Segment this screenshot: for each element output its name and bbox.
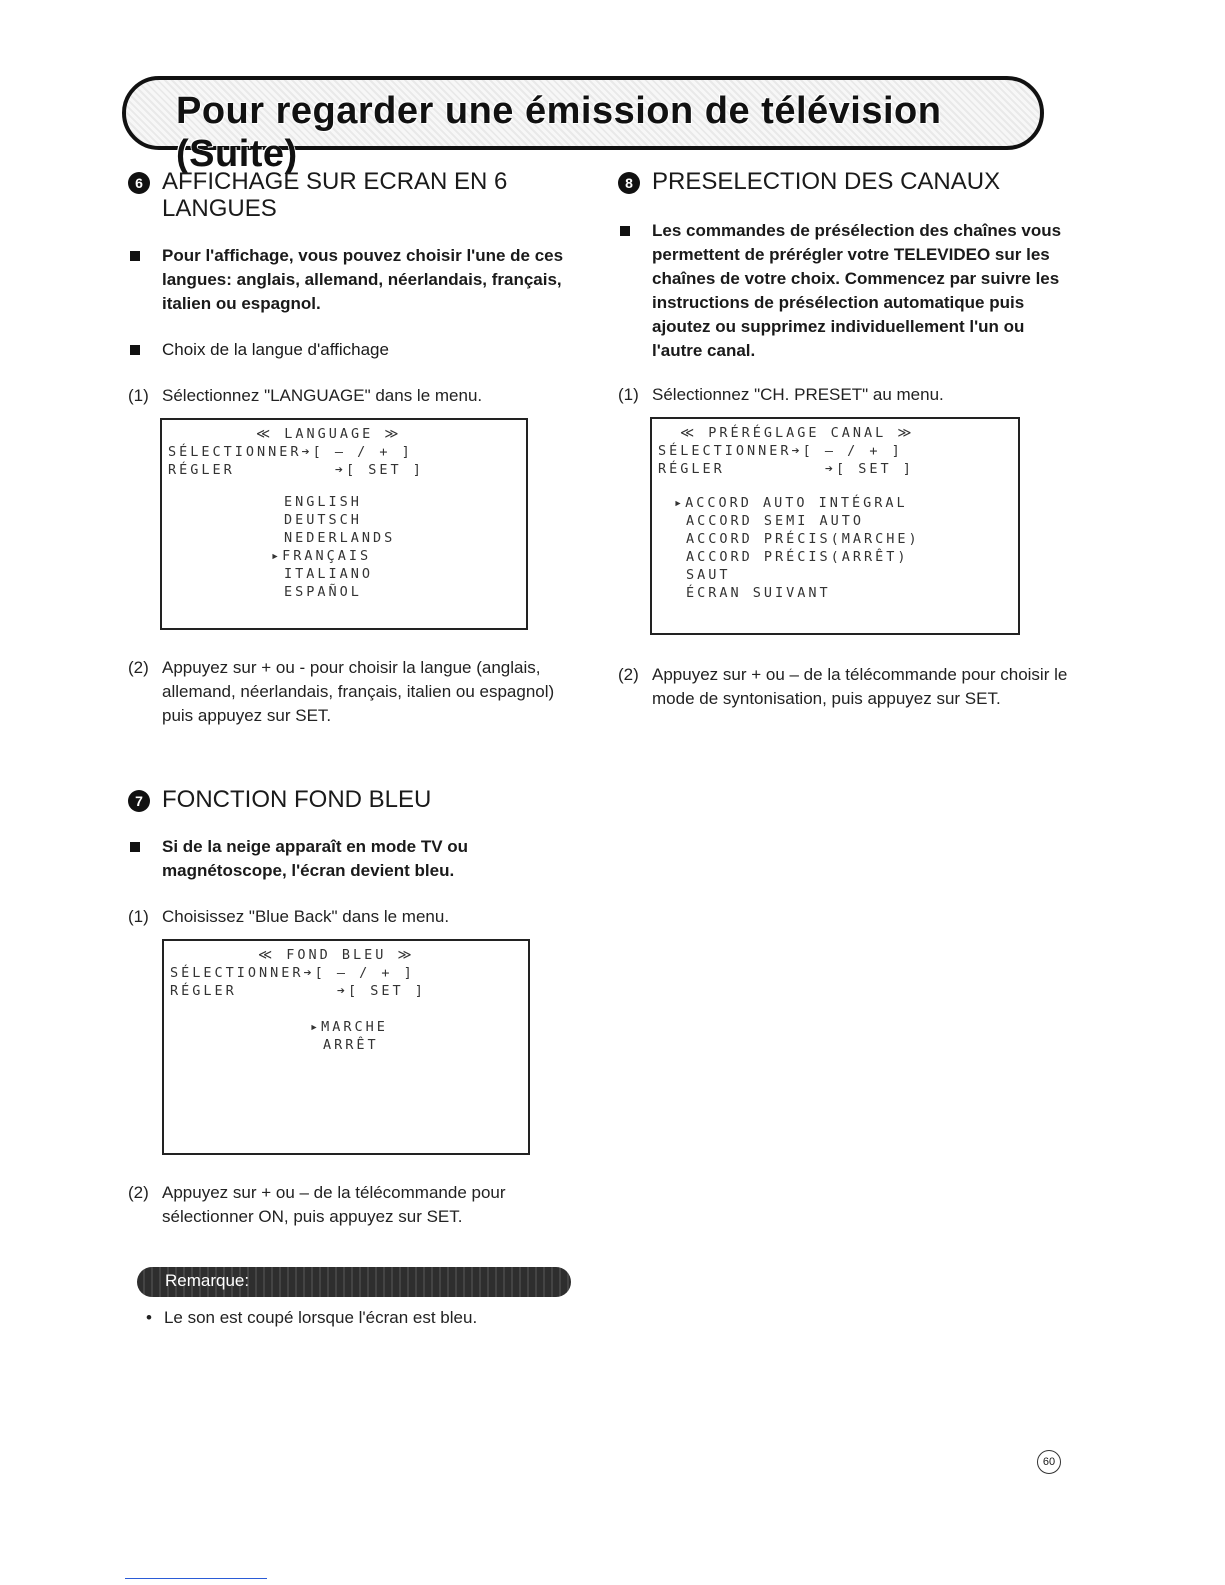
section-6-number-icon: 6 <box>128 172 150 194</box>
step-number: (1) <box>618 385 639 404</box>
section-7-title <box>128 786 578 813</box>
step-text: Sélectionnez "LANGUAGE" dans le menu. <box>162 386 483 405</box>
section-6-title-text: AFFICHAGE SUR ECRAN EN 6 LANGUES <box>162 168 508 222</box>
osd-title: ≪ LANGUAGE ≫ <box>256 426 402 442</box>
osd-option: ARRÊT <box>323 1037 379 1053</box>
remarque-banner <box>137 1267 571 1297</box>
page-title: Pour regarder une émission de télévision (Suite) <box>176 90 942 175</box>
section-6-step-1 <box>128 384 578 408</box>
section-8-title <box>618 168 1068 195</box>
osd-option: SAUT <box>686 567 731 583</box>
step-number: (2) <box>128 658 149 677</box>
language-menu-screen <box>160 418 528 630</box>
step-text: Appuyez sur + ou – de la télécommande pour choisir le mode de syntonisation, puis appuyez sur SET. <box>652 665 1068 708</box>
osd-option-selected: ▸ACCORD AUTO INTÉGRAL <box>674 495 908 511</box>
osd-option: ENGLISH <box>284 494 362 510</box>
step-number: (1) <box>128 386 149 405</box>
section-6-title <box>128 168 578 222</box>
osd-option: ESPAÑOL <box>284 584 362 600</box>
osd-adjust-row: RÉGLER ➔[ SET ] <box>170 983 426 999</box>
page-header-banner <box>122 76 1044 175</box>
section-8-step-1 <box>618 383 1068 407</box>
bottom-link-underline <box>125 1578 267 1579</box>
osd-adjust-row: RÉGLER ➔[ SET ] <box>658 461 914 477</box>
step-text: Sélectionnez "CH. PRESET" au menu. <box>652 385 944 404</box>
step-text: Choisissez "Blue Back" dans le menu. <box>162 907 450 926</box>
remarque-label: Remarque: <box>165 1271 250 1290</box>
osd-select-row: SÉLECTIONNER➔[ – / + ] <box>658 443 903 459</box>
osd-option: ACCORD PRÉCIS(ARRÊT) <box>686 549 909 565</box>
step-number: (2) <box>128 1183 149 1202</box>
osd-select-row: SÉLECTIONNER➔[ – / + ] <box>168 444 413 460</box>
section-6-bullet-1: Pour l'affichage, vous pouvez choisir l'une de ces langues: anglais, allemand, néerlandais, français, italien ou espagnol. <box>128 244 578 316</box>
osd-option: NEDERLANDS <box>284 530 396 546</box>
section-8-title-text: PRESELECTION DES CANAUX <box>652 168 1001 195</box>
step-text: Appuyez sur + ou - pour choisir la langue (anglais, allemand, néerlandais, français, italien ou espagnol) puis appuyez sur SET. <box>162 658 555 725</box>
osd-option: ITALIANO <box>284 566 374 582</box>
section-8-step-2 <box>618 663 1068 711</box>
section-8-bullet-1: Les commandes de présélection des chaînes vous permettent de prérégler votre TELEVIDEO sur les chaînes de votre choix. Commencez par suivre les instructions de présélection automatique puis ajoutez ou supprimez individuellement l'un ou l'autre canal. <box>618 219 1068 363</box>
blue-back-menu-screen <box>162 939 530 1155</box>
osd-option-selected: ▸FRANÇAIS <box>271 548 372 564</box>
channel-preset-menu-screen <box>650 417 1020 635</box>
osd-option: ACCORD SEMI AUTO <box>686 513 865 529</box>
osd-title: ≪ FOND BLEU ≫ <box>258 947 415 963</box>
osd-option-selected: ▸MARCHE <box>310 1019 388 1035</box>
left-column <box>128 168 578 1229</box>
section-6-bullet-2: Choix de la langue d'affichage <box>128 338 578 362</box>
step-number: (2) <box>618 665 639 684</box>
osd-option: DEUTSCH <box>284 512 362 528</box>
section-7-number-icon: 7 <box>128 790 150 812</box>
section-7-title-text: FONCTION FOND BLEU <box>162 786 432 813</box>
remarque-note: • Le son est coupé lorsque l'écran est bleu. <box>146 1308 477 1328</box>
section-8-number-icon: 8 <box>618 172 640 194</box>
osd-title: ≪ PRÉRÉGLAGE CANAL ≫ <box>680 425 915 441</box>
osd-select-row: SÉLECTIONNER➔[ – / + ] <box>170 965 415 981</box>
section-7-step-2 <box>128 1181 578 1229</box>
step-number: (1) <box>128 907 149 926</box>
section-7-step-1 <box>128 905 578 929</box>
step-text: Appuyez sur + ou – de la télécommande pour sélectionner ON, puis appuyez sur SET. <box>162 1183 506 1226</box>
page-number: 60 <box>1037 1450 1061 1474</box>
osd-option: ACCORD PRÉCIS(MARCHE) <box>686 531 920 547</box>
section-6-step-2 <box>128 656 578 728</box>
section-7-bullet-1: Si de la neige apparaît en mode TV ou magnétoscope, l'écran devient bleu. <box>128 835 578 883</box>
right-column <box>618 168 1068 711</box>
osd-adjust-row: RÉGLER ➔[ SET ] <box>168 462 424 478</box>
osd-option: ÉCRAN SUIVANT <box>686 585 831 601</box>
